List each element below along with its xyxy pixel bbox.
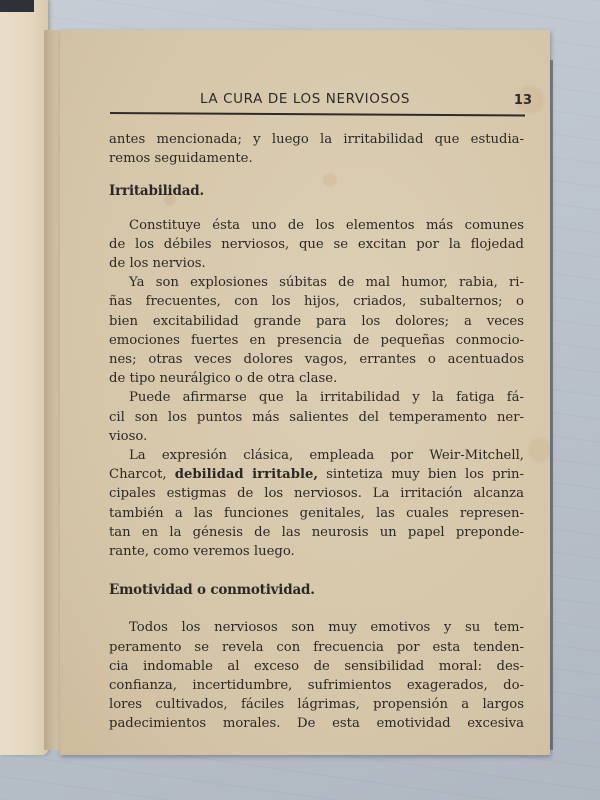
text-line: emociones fuertes en presencia de pequeñas conmocio- [109, 332, 524, 348]
paragraph [109, 273, 524, 388]
page-number: 13 [513, 93, 532, 108]
text-line: peramento se revela con frecuencia por esta tenden- [109, 639, 524, 655]
paragraph [109, 618, 524, 733]
text-line: rante, como veremos luego. [109, 544, 295, 560]
book-page [60, 30, 550, 755]
text-line: cipales estigmas de los nerviosos. La irritación alcanza [109, 486, 524, 502]
text-line: de los débiles nerviosos, que se excitan por la flojedad [109, 236, 524, 252]
text-line: Ya son explosiones súbitas de mal humor, rabia, ri- [129, 275, 524, 291]
book-cover-corner [0, 0, 34, 12]
text-line: de tipo neurálgico o de otra clase. [109, 371, 338, 387]
text-line: antes mencionada; y luego la irritabilidad que estudia- [109, 132, 524, 147]
text-line: tan en la génesis de las neurosis un papel preponde- [109, 524, 524, 540]
text-line: ñas frecuentes, con los hijos, criados, subalternos; o [109, 294, 524, 310]
text-line: remos seguidamente. [109, 151, 253, 167]
previous-page-edge [0, 0, 48, 755]
running-title: LA CURA DE LOS NERVIOSOS [200, 91, 411, 107]
text-line: cia indomable al exceso de sensibilidad moral: des- [109, 658, 524, 674]
text-line: Constituye ésta uno de los elementos más comunes [129, 217, 524, 233]
text-line: Puede afirmarse que la irritabilidad y la fatiga fá- [129, 390, 524, 406]
text-line: de los nervios. [109, 256, 206, 272]
text-fragment: Charcot, [109, 467, 175, 483]
text-line: vioso. [109, 428, 148, 444]
emphasis-debilidad-irritable: debilidad irritable, [174, 467, 318, 483]
text-line: Todos los nerviosos son muy emotivos y su tem- [129, 620, 524, 636]
page-edge-shadow [550, 60, 553, 750]
paragraph [109, 216, 524, 274]
text-line-with-emphasis [109, 465, 524, 484]
text-line: lores cultivados, fáciles lágrimas, propensión a largos [109, 697, 524, 713]
text-fragment: sintetiza muy bien los prin- [317, 467, 524, 483]
text-line: nes; otras veces dolores vagos, errantes o acentuados [109, 352, 524, 368]
body-text [109, 130, 524, 734]
text-line: bien excitabilidad grande para los dolores; a veces [109, 313, 524, 329]
text-line: La expresión clásica, empleada por Weir-Mitchell, [129, 448, 524, 464]
intro-paragraph [109, 130, 524, 168]
text-line: cil son los puntos más salientes del temperamento ner- [109, 409, 524, 425]
text-line: confianza, incertidumbre, sufrimientos exagerados, do- [109, 678, 524, 694]
section-heading-emotividad: Emotividad o conmotividad. [109, 582, 315, 599]
running-header [110, 89, 530, 111]
paragraph [109, 446, 524, 561]
section-heading-irritabilidad: Irritabilidad. [109, 183, 205, 200]
text-line: padecimientos morales. De esta emotividad excesiva [109, 716, 524, 732]
paragraph [109, 388, 524, 446]
header-rule [110, 112, 525, 117]
text-line: también a las funciones genitales, las cuales represen- [109, 505, 524, 521]
